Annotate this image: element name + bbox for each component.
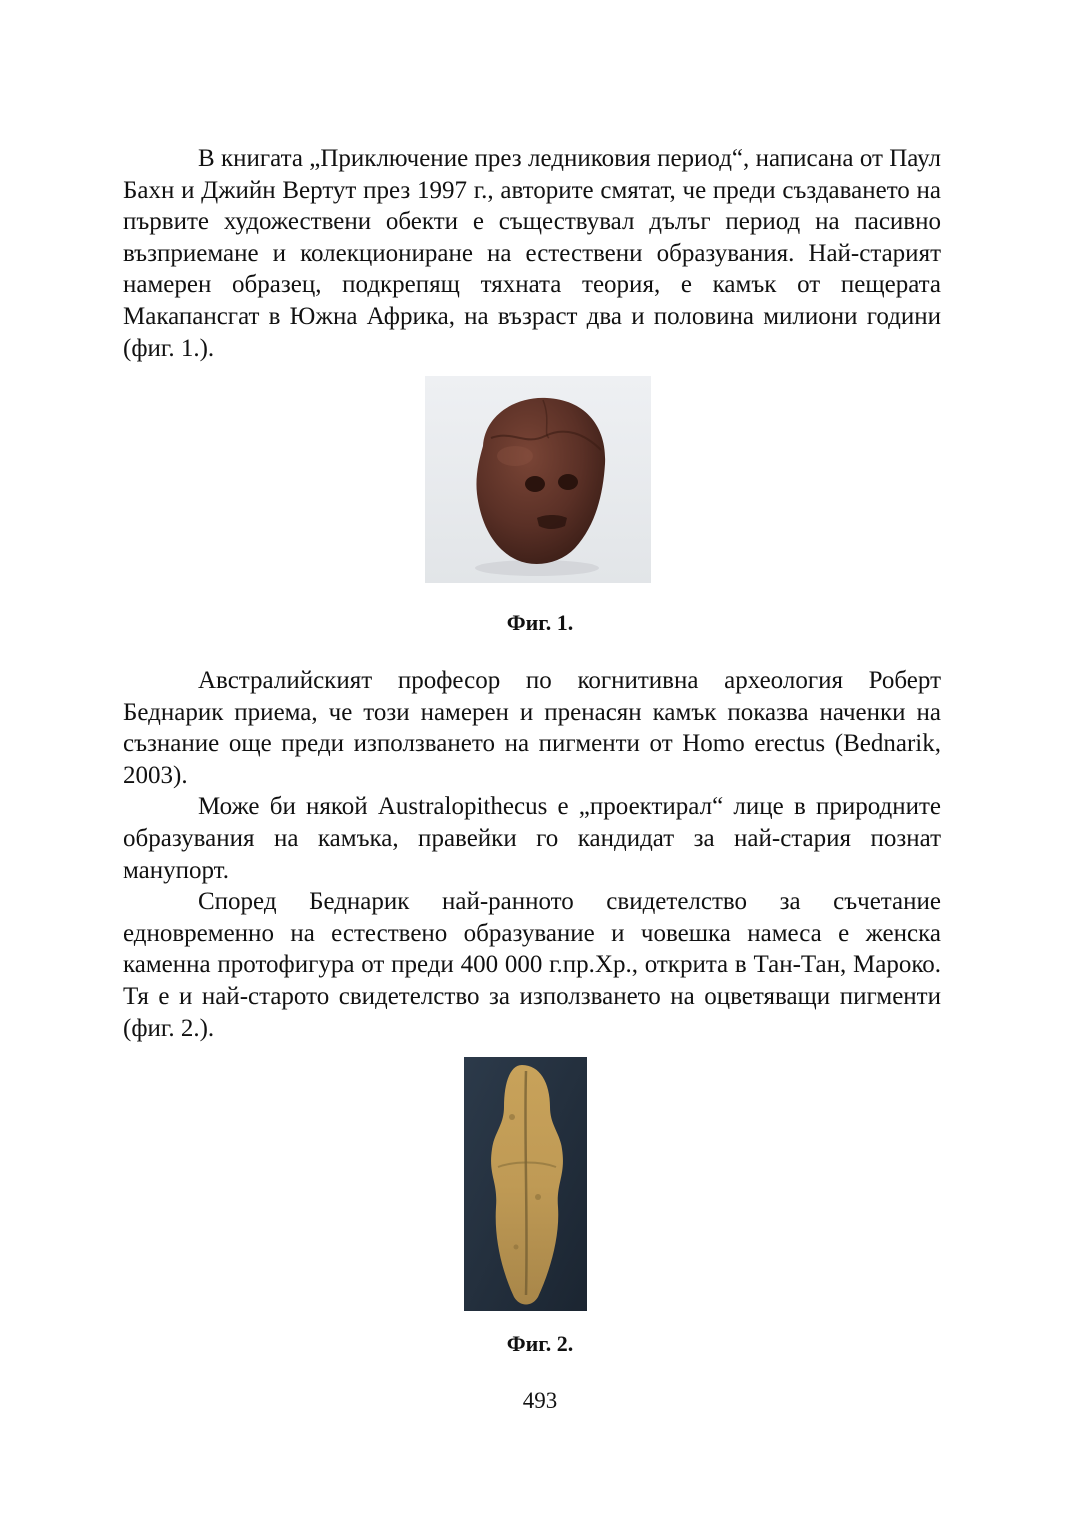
text-block-top	[123, 143, 941, 364]
text-block-bottom	[123, 665, 941, 1044]
paragraph-australopithecus: Може би някой Australopithecus е „проектирал“ лице в природните образувания на камъка, правейки го кандидат за най-стария познат манупорт.	[123, 793, 941, 884]
figure-1-caption: Фиг. 1.	[506, 610, 574, 635]
makapansgat-pebble-image	[425, 376, 651, 583]
paragraph-tan-tan-figurine: Според Беднарик най-ранното свидетелство за съчетание едновременно на естествено образувание и човешка намеса е женска каменна протофигура от преди 400 000 г.пр.Хр., открита в Тан-Тан, Мароко. Тя е и най-старото свидетелство за използването на оцветяващи пигменти (фиг. 2.).	[123, 888, 941, 1042]
paragraph-bahn-vertut: В книгата „Приключение през ледниковия период“, написана от Паул Бахн и Джийн Вертут през 1997 г., авторите смятат, че преди създаването на първите художествени обекти е съществувал дълъг период на пасивно възприемане и колекциониране на естествени образувания. Най-старият намерен образец, подкрепящ тяхната теория, е камък от пещерата Макапансгат в Южна Африка, на възраст два и половина милиони години (фиг. 1.).	[123, 145, 941, 362]
tan-tan-figurine-image	[464, 1057, 587, 1311]
figure-2-caption: Фиг. 2.	[506, 1331, 574, 1356]
paragraph-bednarik-professor: Австралийският професор по когнитивна археология Роберт Беднарик приема, че този намерен и пренасян камък показва наченки на съзнание още преди използването на пигменти от Homo erectus (Bednarik, 2003).	[123, 667, 941, 789]
page-number: 493	[522, 1388, 558, 1413]
